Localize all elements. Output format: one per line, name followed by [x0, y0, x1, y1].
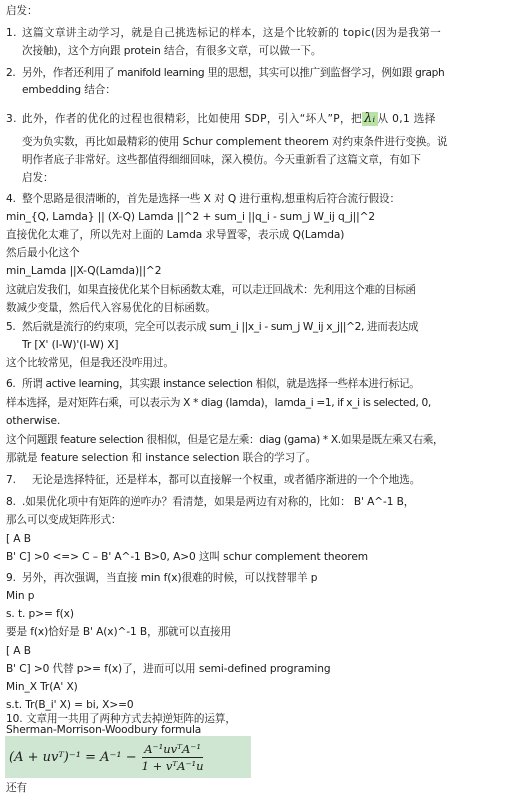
item-text: 从 0,1 选择: [377, 113, 436, 125]
formula-line: Min_X Tr(A' X): [6, 681, 78, 693]
item-6-line-1: [6, 377, 420, 391]
text-line: 那么可以变成矩阵形式：: [6, 514, 122, 526]
smw-title: Sherman-Morrison-Woodbury formula: [6, 724, 202, 736]
formula-lhs: (A + uvᵀ)⁻¹ = A⁻¹ −: [9, 749, 137, 765]
matrix-line: B' C] >0 代替 p>= f(x)了，进而可以用 semi-defined programing: [6, 663, 331, 675]
text-line: otherwise.: [6, 415, 61, 427]
item-text: 这篇文章讲主动学习，就是自己挑选标记的样本，这是个比较新的 topic(因为是我第一: [22, 27, 442, 39]
text-line: 样本选择，是对矩阵右乘，可以表示为 X * diag (lamda)，lamda_i =1, if x_i is selected, 0,: [6, 397, 431, 409]
item-number: 8.: [6, 496, 16, 508]
text-line: 这就启发我们，如果直接优化某个目标函数太难，可以走迂回战术：先利用这个难的目标函: [6, 284, 416, 296]
item-1-line-2: 次接触)，这个方向跟 protein 结合，有很多文章，可以做一下。: [22, 45, 322, 57]
item-4-line-1: [6, 192, 400, 206]
text-line: 这个比较常见，但是我还没咋用过。: [6, 357, 174, 369]
item-3-line-1: [6, 112, 436, 126]
item-text: 然后就是流行的约束项，完全可以表示成 sum_i ||x_i - sum_j W_ij x_j||^2, 进而表达成: [22, 321, 419, 333]
item-text: 整个思路是很清晰的，首先是选择一些 X 对 Q 进行重构,想重构后符合流行假设：: [22, 193, 401, 205]
text-line: 那就是 feature selection 和 instance selection 联合的学习了。: [6, 452, 317, 464]
item-text: 所谓 active learning，其实跟 instance selection 相似，就是选择一些样本进行标记。: [22, 378, 420, 390]
text-line: 要是 f(x)恰好是 B' A(x)^-1 B，那就可以直接用: [6, 626, 232, 638]
item-text: .如果优化项中有矩阵的逆咋办？看清楚，如果是两边有对称的，比如： B' A^-1 B，: [22, 496, 415, 508]
text-line: 直接优化太难了，所以先对上面的 Lamda 求导置零，表示成 Q(Lamda): [6, 229, 345, 241]
item-2-line-1: [6, 66, 444, 80]
item-9-line-1: [6, 571, 317, 585]
item-number: 3.: [6, 113, 17, 125]
item-text: 无论是选择特征，还是样本，都可以直接解一个权重，或者循序渐进的一个个地选。: [32, 474, 421, 486]
text-line: 这个问题跟 feature selection 很相似，但是它是左乘：diag (gama) * X.如果是既左乘又右乘，: [6, 434, 444, 446]
formula-denominator: 1 + vᵀA⁻¹u: [141, 758, 204, 773]
item-number: 1.: [6, 27, 17, 39]
matrix-line: [ A B: [6, 533, 31, 545]
formula-line: s.t. Tr(B_i' X) = bi, X>=0: [6, 699, 134, 711]
item-text: 此外，作者的优化的过程也很精彩，比如使用 SDP，引入“坏人”P，把: [22, 113, 362, 125]
item-7-line-1: [6, 473, 420, 487]
item-number: 10.: [6, 713, 23, 725]
item-number: 5.: [6, 321, 16, 333]
formula-line: Tr [X' (I-W)'(I-W) X]: [22, 339, 119, 351]
item-1-line-1: [6, 26, 441, 40]
smw-formula-image: [5, 736, 251, 778]
item-text: 另外，作者还利用了 manifold learning 里的思想，其实可以推广到监督学习，例如跟 graph: [22, 67, 445, 79]
item-8-line-1: [6, 495, 414, 509]
text-line: 然后最小化这个: [6, 247, 80, 259]
formula-fraction: [140, 742, 206, 773]
text-line: 数减少变量，然后代入容易优化的目标函数。: [6, 302, 216, 314]
item-number: 9.: [6, 572, 16, 584]
item-number: 2.: [6, 67, 16, 79]
item-5-line-1: [6, 320, 418, 334]
formula-numerator: A⁻¹uvᵀA⁻¹: [144, 741, 201, 756]
text-line: s. t. p>= f(x): [6, 608, 74, 620]
item-2-line-2: embedding 结合：: [22, 84, 116, 96]
item-text: 另外，再次强调，当直接 min f(x)很难的时候，可以找替罪羊 p: [22, 572, 318, 584]
matrix-line: B' C] >0 <=> C – B' A^-1 B>0, A>0 这叫 schur complement theorem: [6, 551, 368, 563]
text-line: Min p: [6, 590, 35, 602]
item-text: 文章用一共用了两种方式去掉逆矩阵的运算，: [26, 713, 236, 725]
text-line: 还有: [6, 782, 27, 794]
formula-line: min_{Q, Lamda} || (X-Q) Lamda ||^2 + sum_i ||q_i - sum_j W_ij q_j||^2: [6, 211, 376, 223]
item-3-line-4: 启发：: [22, 172, 54, 184]
item-3-line-2: 变为负实数，再比如最精彩的使用 Schur complement theorem 对约束条件进行变换。说: [22, 136, 448, 148]
heading-qifa: 启发：: [6, 5, 38, 17]
item-number: 6.: [6, 378, 16, 390]
item-number: 4.: [6, 193, 16, 205]
item-number: 7.: [6, 474, 16, 486]
matrix-line: [ A B: [6, 645, 31, 657]
lambda-symbol: λᵢ: [363, 111, 376, 126]
item-3-line-3: 明作者底子非常好。这些都值得细细回味，深入模仿。今天重新看了这篇文章，有如下: [22, 154, 421, 166]
formula-line: min_Lamda ||X-Q(Lamda)||^2: [6, 265, 162, 277]
